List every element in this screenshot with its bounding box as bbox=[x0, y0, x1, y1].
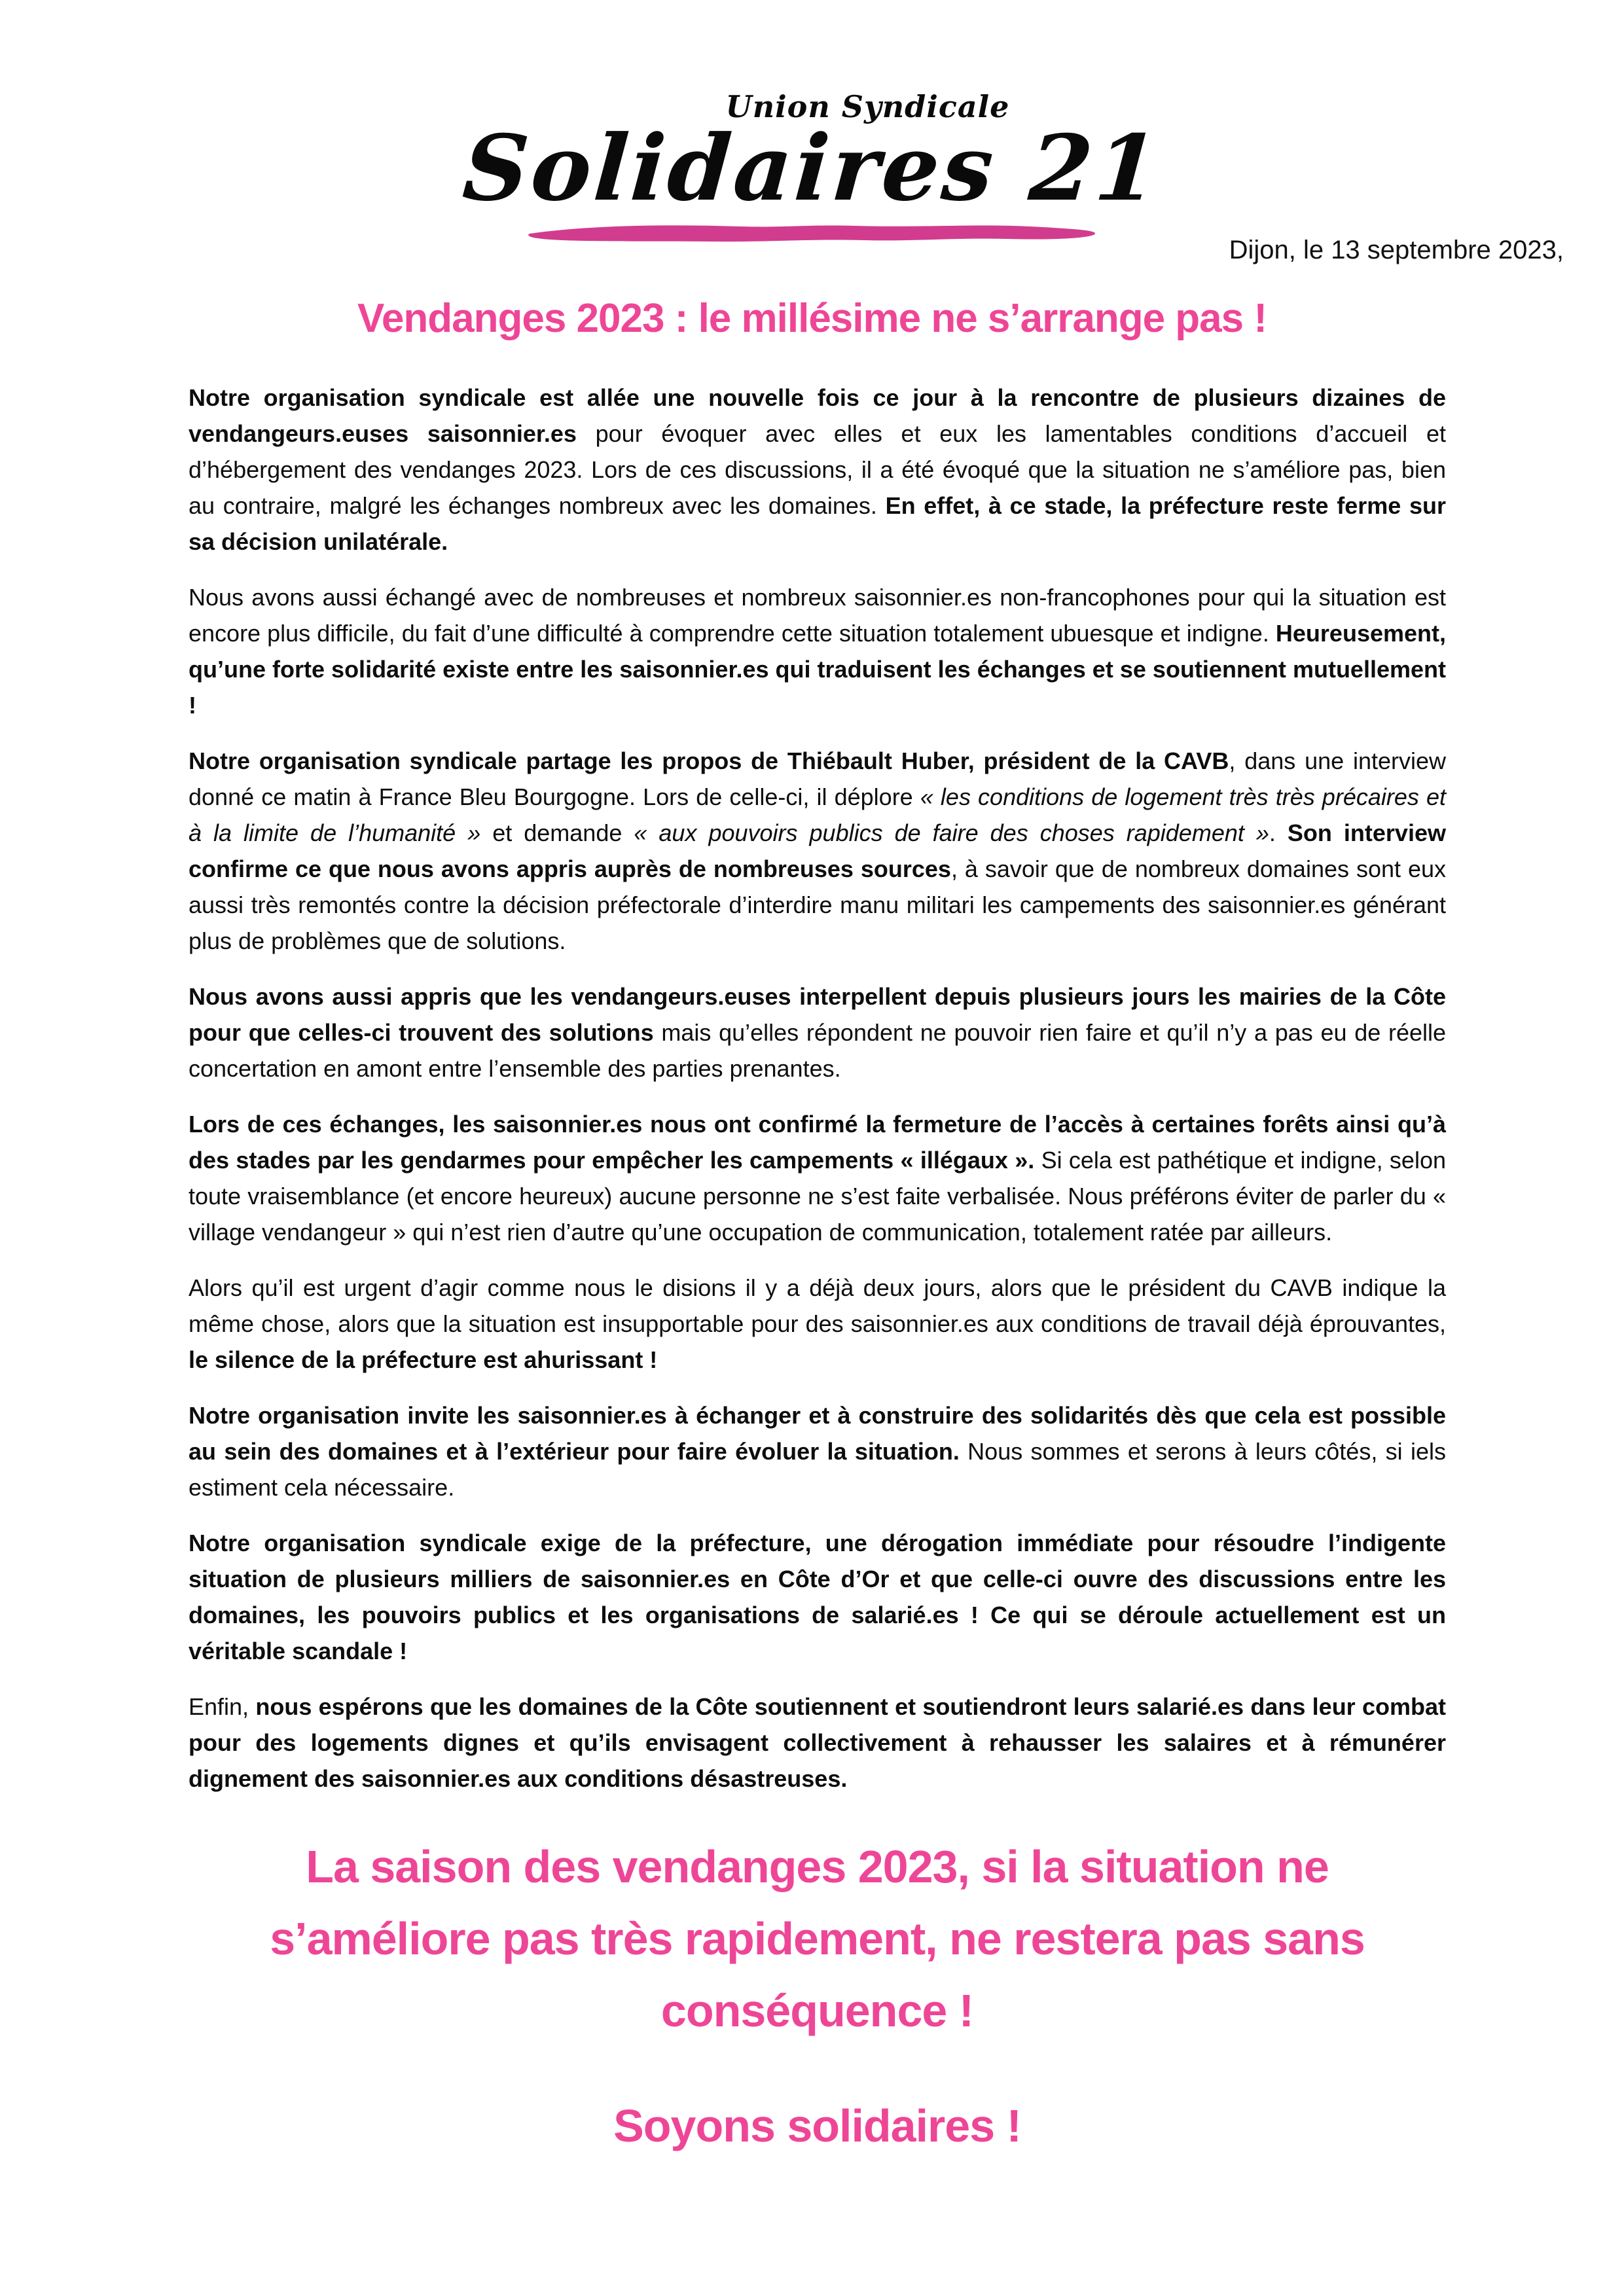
paragraphs bbox=[189, 380, 1446, 1797]
bold-run: En effet, à ce stade, la préfecture reste ferme sur sa décision unilatérale. bbox=[189, 492, 1446, 555]
bold-run: nous espérons que les domaines de la Côte soutiennent et soutiendront leurs salarié.es dans leur combat pour des logements dignes et qu’ils envisagent collectivement à rehausser les salaires et à rémunérer dignement des saisonnier.es aux conditions désastreuses. bbox=[189, 1693, 1446, 1792]
closing-statement: La saison des vendanges 2023, si la situation ne s’améliore pas très rapidement, ne restera pas sans conséquence ! bbox=[270, 1841, 1365, 2036]
paragraph bbox=[189, 1689, 1446, 1797]
bold-run: Lors de ces échanges, les saisonnier.es nous ont confirmé la fermeture de l’accès à certaines forêts ainsi qu’à des stades par les gendarmes pour empêcher les campements « illégaux ». bbox=[189, 1111, 1446, 1174]
text-run: Enfin, bbox=[189, 1693, 256, 1720]
text-run: , dans une interview donné ce matin à France Bleu Bourgogne. Lors de celle-ci, il déplore bbox=[189, 747, 1446, 810]
paragraph bbox=[189, 1397, 1446, 1505]
logo bbox=[0, 89, 1624, 245]
paragraph bbox=[189, 743, 1446, 959]
text-run: Nous avons aussi échangé avec de nombreuses et nombreux saisonnier.es non-francophones pour qui la situation est encore plus difficile, du fait d’une difficulté à comprendre cette situation totalement ubuesque et indigne. bbox=[189, 584, 1446, 647]
bold-run: Son interview confirme ce que nous avons appris auprès de nombreuses sources bbox=[189, 819, 1446, 882]
italic-run: « aux pouvoirs publics de faire des choses rapidement » bbox=[634, 819, 1269, 846]
text-run: mais qu’elles répondent ne pouvoir rien faire et qu’il n’y a pas eu de réelle concertation en amont entre l’ensemble des parties prenantes. bbox=[189, 1019, 1447, 1082]
text-run: . bbox=[1269, 819, 1288, 846]
bold-run: Notre organisation syndicale est allée une nouvelle fois ce jour à la rencontre de plusieurs dizaines de vendangeurs.euses saisonnier.es bbox=[189, 384, 1446, 447]
paragraph bbox=[189, 579, 1446, 723]
paragraph bbox=[189, 978, 1446, 1086]
bold-run: le silence de la préfecture est ahurissant ! bbox=[189, 1346, 658, 1373]
text-run: et demande bbox=[480, 819, 634, 846]
text-run: Nous sommes et serons à leurs côtés, si iels estiment cela nécessaire. bbox=[189, 1438, 1446, 1501]
paragraph bbox=[189, 380, 1446, 560]
document-body bbox=[189, 380, 1446, 2162]
text-run: Alors qu’il est urgent d’agir comme nous le disions il y a déjà deux jours, alors que le président du CAVB indique la même chose, alors que la situation est insupportable pour des saisonnier.es aux conditions de travail déjà éprouvantes, bbox=[189, 1274, 1446, 1337]
bold-run: Nous avons aussi appris que les vendangeurs.euses interpellent depuis plusieurs jours les mairies de la Côte pour que celles-ci trouvent des solutions bbox=[189, 983, 1446, 1046]
text-run: , à savoir que de nombreux domaines sont eux aussi très remontés contre la décision préfectorale d’interdire manu militari les campements des saisonnier.es générant plus de problèmes que de solutions. bbox=[189, 855, 1446, 954]
dateline: Dijon, le 13 septembre 2023, bbox=[1229, 236, 1564, 264]
page-title: Vendanges 2023 : le millésime ne s’arrange pas ! bbox=[357, 296, 1267, 341]
paragraph bbox=[189, 1270, 1446, 1378]
header bbox=[0, 0, 1624, 342]
logo-union-syndicale-text: Union Syndicale bbox=[725, 89, 1010, 124]
bold-run: Heureusement, qu’une forte solidarité existe entre les saisonnier.es qui traduisent les échanges et se soutiennent mutuellement ! bbox=[189, 620, 1446, 719]
bold-run: Notre organisation invite les saisonnier.es à échanger et à construire des solidarités dès que cela est possible au sein des domaines et à l’extérieur pour faire évoluer la situation. bbox=[189, 1402, 1446, 1465]
logo-solidaires-21-text: Solidaires 21 bbox=[460, 115, 1164, 221]
italic-run: « les conditions de logement très très précaires et à la limite de l’humanité » bbox=[189, 783, 1446, 846]
bold-run: Notre organisation syndicale exige de la préfecture, une dérogation immédiate pour résoudre l’indigente situation de plusieurs milliers de saisonnier.es en Côte d’Or et que celle-ci ouvre des discussions entre les domaines, les pouvoirs publics et les organisations de salarié.es ! Ce qui se déroule actuellement est un véritable scandale ! bbox=[189, 1530, 1446, 1664]
paragraph bbox=[189, 1525, 1446, 1669]
text-run: Si cela est pathétique et indigne, selon toute vraisemblance (et encore heureux) aucune personne ne s’est faite verbalisée. Nous préférons éviter de parler du « village vendangeur » qui n’est rien d’autre qu’une occupation de communication, totalement ratée par ailleurs. bbox=[189, 1147, 1446, 1246]
paragraph bbox=[189, 1106, 1446, 1250]
bold-run: Notre organisation syndicale partage les propos de Thiébault Huber, président de la CAVB bbox=[189, 747, 1229, 774]
closing-slogan: Soyons solidaires ! bbox=[613, 2100, 1021, 2151]
text-run: pour évoquer avec elles et eux les lamentables conditions d’accueil et d’hébergement des vendanges 2023. Lors de ces discussions, il a été évoqué que la situation ne s’améliore pas, bien au contraire, malgré les échanges nombreux avec les domaines. bbox=[189, 420, 1446, 519]
